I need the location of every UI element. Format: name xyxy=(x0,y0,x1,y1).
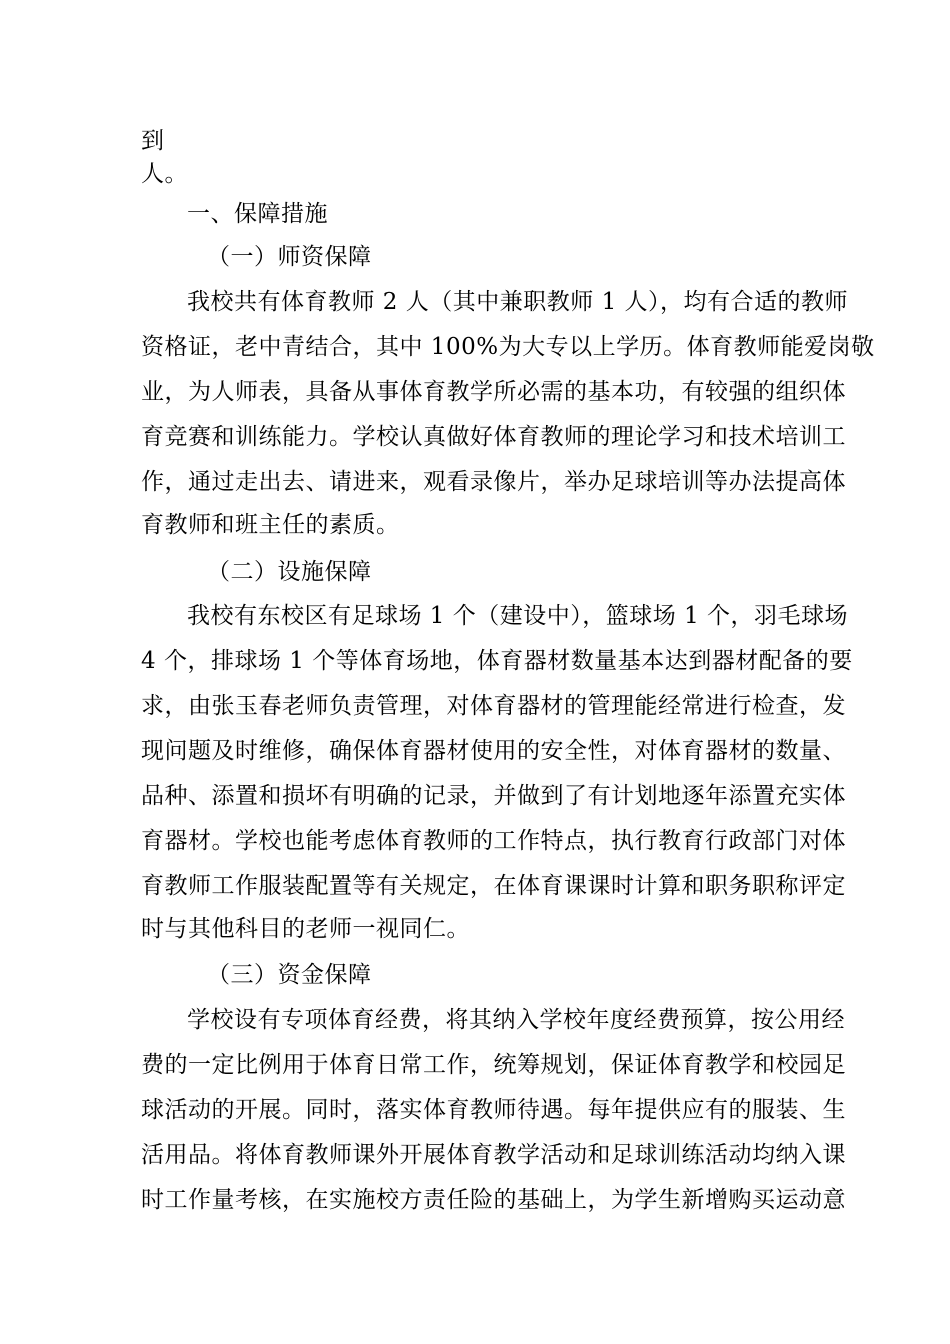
paragraph-line: 费的一定比例用于体育日常工作，统筹规划，保证体育教学和校园足 xyxy=(141,1052,846,1078)
subsection-heading: （一）师资保障 xyxy=(207,244,372,270)
paragraph-line: 求，由张玉春老师负责管理，对体育器材的管理能经常进行检查，发 xyxy=(141,693,846,719)
paragraph-line: 育竞赛和训练能力。学校认真做好体育教师的理论学习和技术培训工 xyxy=(141,424,846,450)
paragraph-line: 活用品。将体育教师课外开展体育教学活动和足球训练活动均纳入课 xyxy=(141,1142,846,1168)
subsection-heading: （三）资金保障 xyxy=(207,962,372,988)
subsection-heading: （二）设施保障 xyxy=(207,559,372,585)
paragraph-line: 业，为人师表，具备从事体育教学所必需的基本功，有较强的组织体 xyxy=(141,379,846,405)
paragraph-line: 球活动的开展。同时，落实体育教师待遇。每年提供应有的服装、生 xyxy=(141,1097,846,1123)
paragraph-line: 育教师和班主任的素质。 xyxy=(141,512,400,538)
section-heading: 一、保障措施 xyxy=(187,201,328,227)
paragraph-line: 4 个，排球场 1 个等体育场地，体育器材数量基本达到器材配备的要 xyxy=(141,648,853,674)
paragraph-line: 时与其他科目的老师一视同仁。 xyxy=(141,916,470,942)
paragraph-line: 时工作量考核，在实施校方责任险的基础上，为学生新增购买运动意 xyxy=(141,1187,846,1213)
paragraph-line: 育教师工作服装配置等有关规定，在体育课课时计算和职务职称评定 xyxy=(141,873,846,899)
paragraph-line: 品种、添置和损坏有明确的记录，并做到了有计划地逐年添置充实体 xyxy=(141,783,846,809)
paragraph-line: 现问题及时维修，确保体育器材使用的安全性，对体育器材的数量、 xyxy=(141,738,846,764)
paragraph-line: 作，通过走出去、请进来，观看录像片，举办足球培训等办法提高体 xyxy=(141,469,846,495)
paragraph-line: 我校有东校区有足球场 1 个（建设中），篮球场 1 个，羽毛球场 xyxy=(187,603,849,629)
paragraph-line: 学校设有专项体育经费，将其纳入学校年度经费预算，按公用经 xyxy=(187,1007,845,1033)
paragraph-line: 育器材。学校也能考虑体育教师的工作特点，执行教育行政部门对体 xyxy=(141,828,846,854)
text-line: 到 xyxy=(141,128,165,154)
text-line: 人。 xyxy=(141,161,188,187)
paragraph-line: 我校共有体育教师 2 人（其中兼职教师 1 人），均有合适的教师 xyxy=(187,289,849,315)
paragraph-line: 资格证，老中青结合，其中 100%为大专以上学历。体育教师能爱岗敬 xyxy=(141,334,875,360)
